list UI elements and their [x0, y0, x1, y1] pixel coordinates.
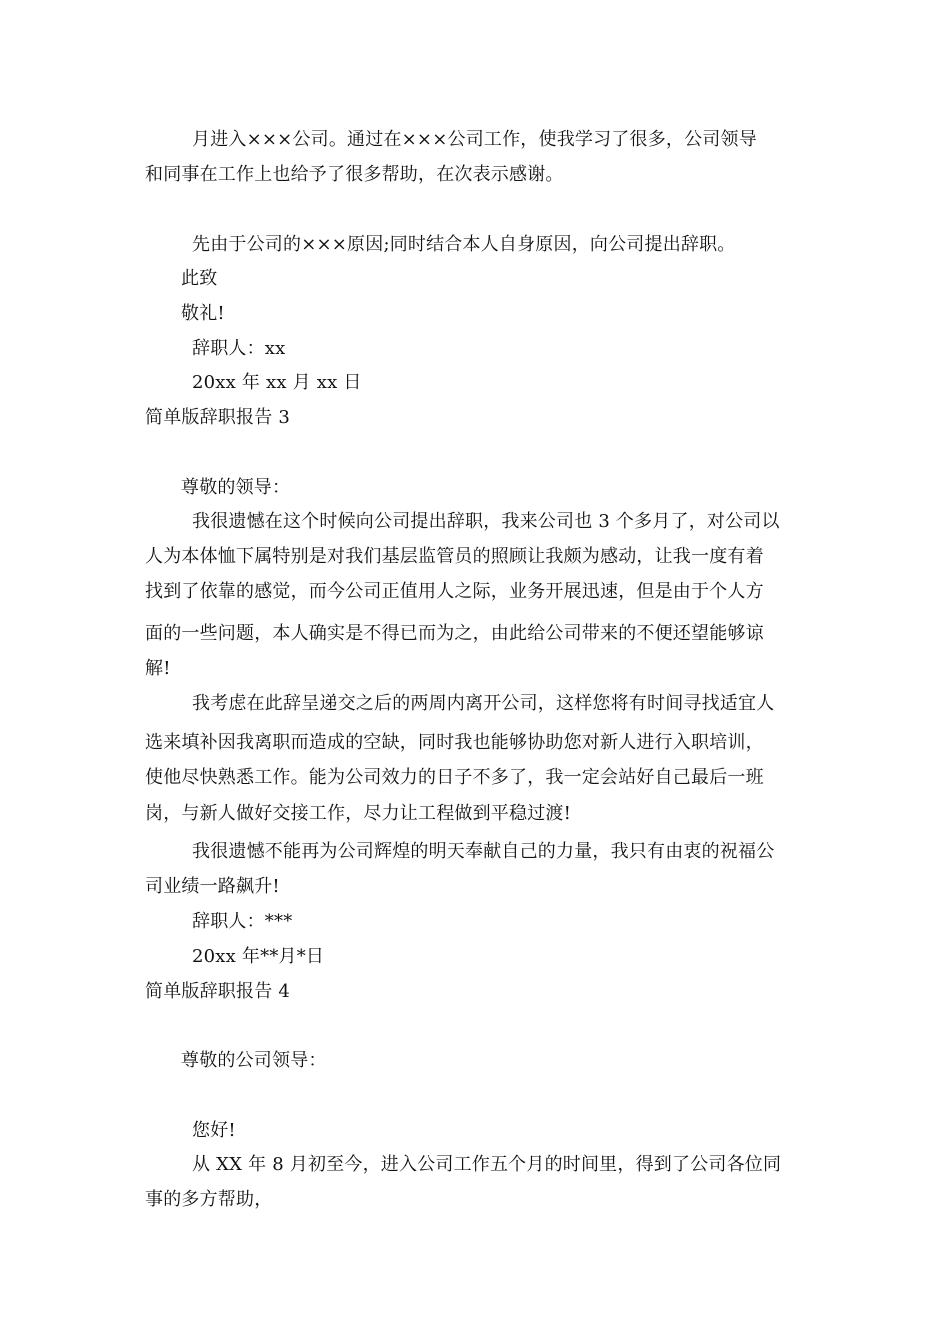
paragraph-line: 司业绩一路飙升! [145, 876, 280, 897]
paragraph-line: 选来填补因我离职而造成的空缺，同时我也能够协助您对新人进行入职培训， [145, 732, 764, 753]
paragraph-line: 人为本体恤下属特别是对我们基层监管员的照顾让我颇为感动，让我一度有着 [145, 546, 764, 567]
salutation: 尊敬的领导： [181, 477, 291, 498]
signer-line: 辞职人：*** [192, 911, 293, 932]
closing-line: 此致 [181, 268, 218, 289]
paragraph-line: 从 XX 年 8 月初至今，进入公司工作五个月的时间里，得到了公司各位同 [192, 1154, 782, 1175]
paragraph-line: 面的一些问题，本人确实是不得已而为之，由此给公司带来的不便还望能够谅 [145, 623, 764, 644]
paragraph-line: 和同事在工作上也给予了很多帮助，在次表示感谢。 [145, 164, 564, 185]
signer-line: 辞职人：xx [192, 338, 286, 359]
date-line: 20xx 年**月*日 [192, 946, 325, 967]
paragraph-line: 使他尽快熟悉工作。能为公司效力的日子不多了，我一定会站好自己最后一班 [145, 767, 764, 788]
section-heading: 简单版辞职报告 3 [145, 407, 290, 428]
paragraph-line: 找到了依靠的感觉，而今公司正值用人之际，业务开展迅速，但是由于个人方 [145, 581, 764, 602]
greeting-line: 您好! [192, 1120, 236, 1141]
paragraph-line: 月进入×××公司。通过在×××公司工作，使我学习了很多，公司领导 [192, 129, 757, 150]
date-line: 20xx 年 xx 月 xx 日 [192, 372, 362, 393]
section-heading: 简单版辞职报告 4 [145, 981, 290, 1002]
paragraph-line: 事的多方帮助， [145, 1189, 273, 1210]
paragraph-line: 我考虑在此辞呈递交之后的两周内离开公司，这样您将有时间寻找适宜人 [192, 693, 775, 714]
paragraph-line: 岗，与新人做好交接工作，尽力让工程做到平稳过渡! [145, 803, 572, 824]
salutation: 尊敬的公司领导： [181, 1050, 327, 1071]
closing-line: 敬礼! [181, 303, 225, 324]
paragraph-line: 解! [145, 658, 171, 679]
paragraph-line: 先由于公司的×××原因;同时结合本人自身原因，向公司提出辞职。 [192, 234, 736, 255]
paragraph-line: 我很遗憾不能再为公司辉煌的明天奉献自己的力量，我只有由衷的祝福公 [192, 841, 775, 862]
paragraph-line: 我很遗憾在这个时候向公司提出辞职，我来公司也 3 个多月了，对公司以 [192, 511, 780, 532]
